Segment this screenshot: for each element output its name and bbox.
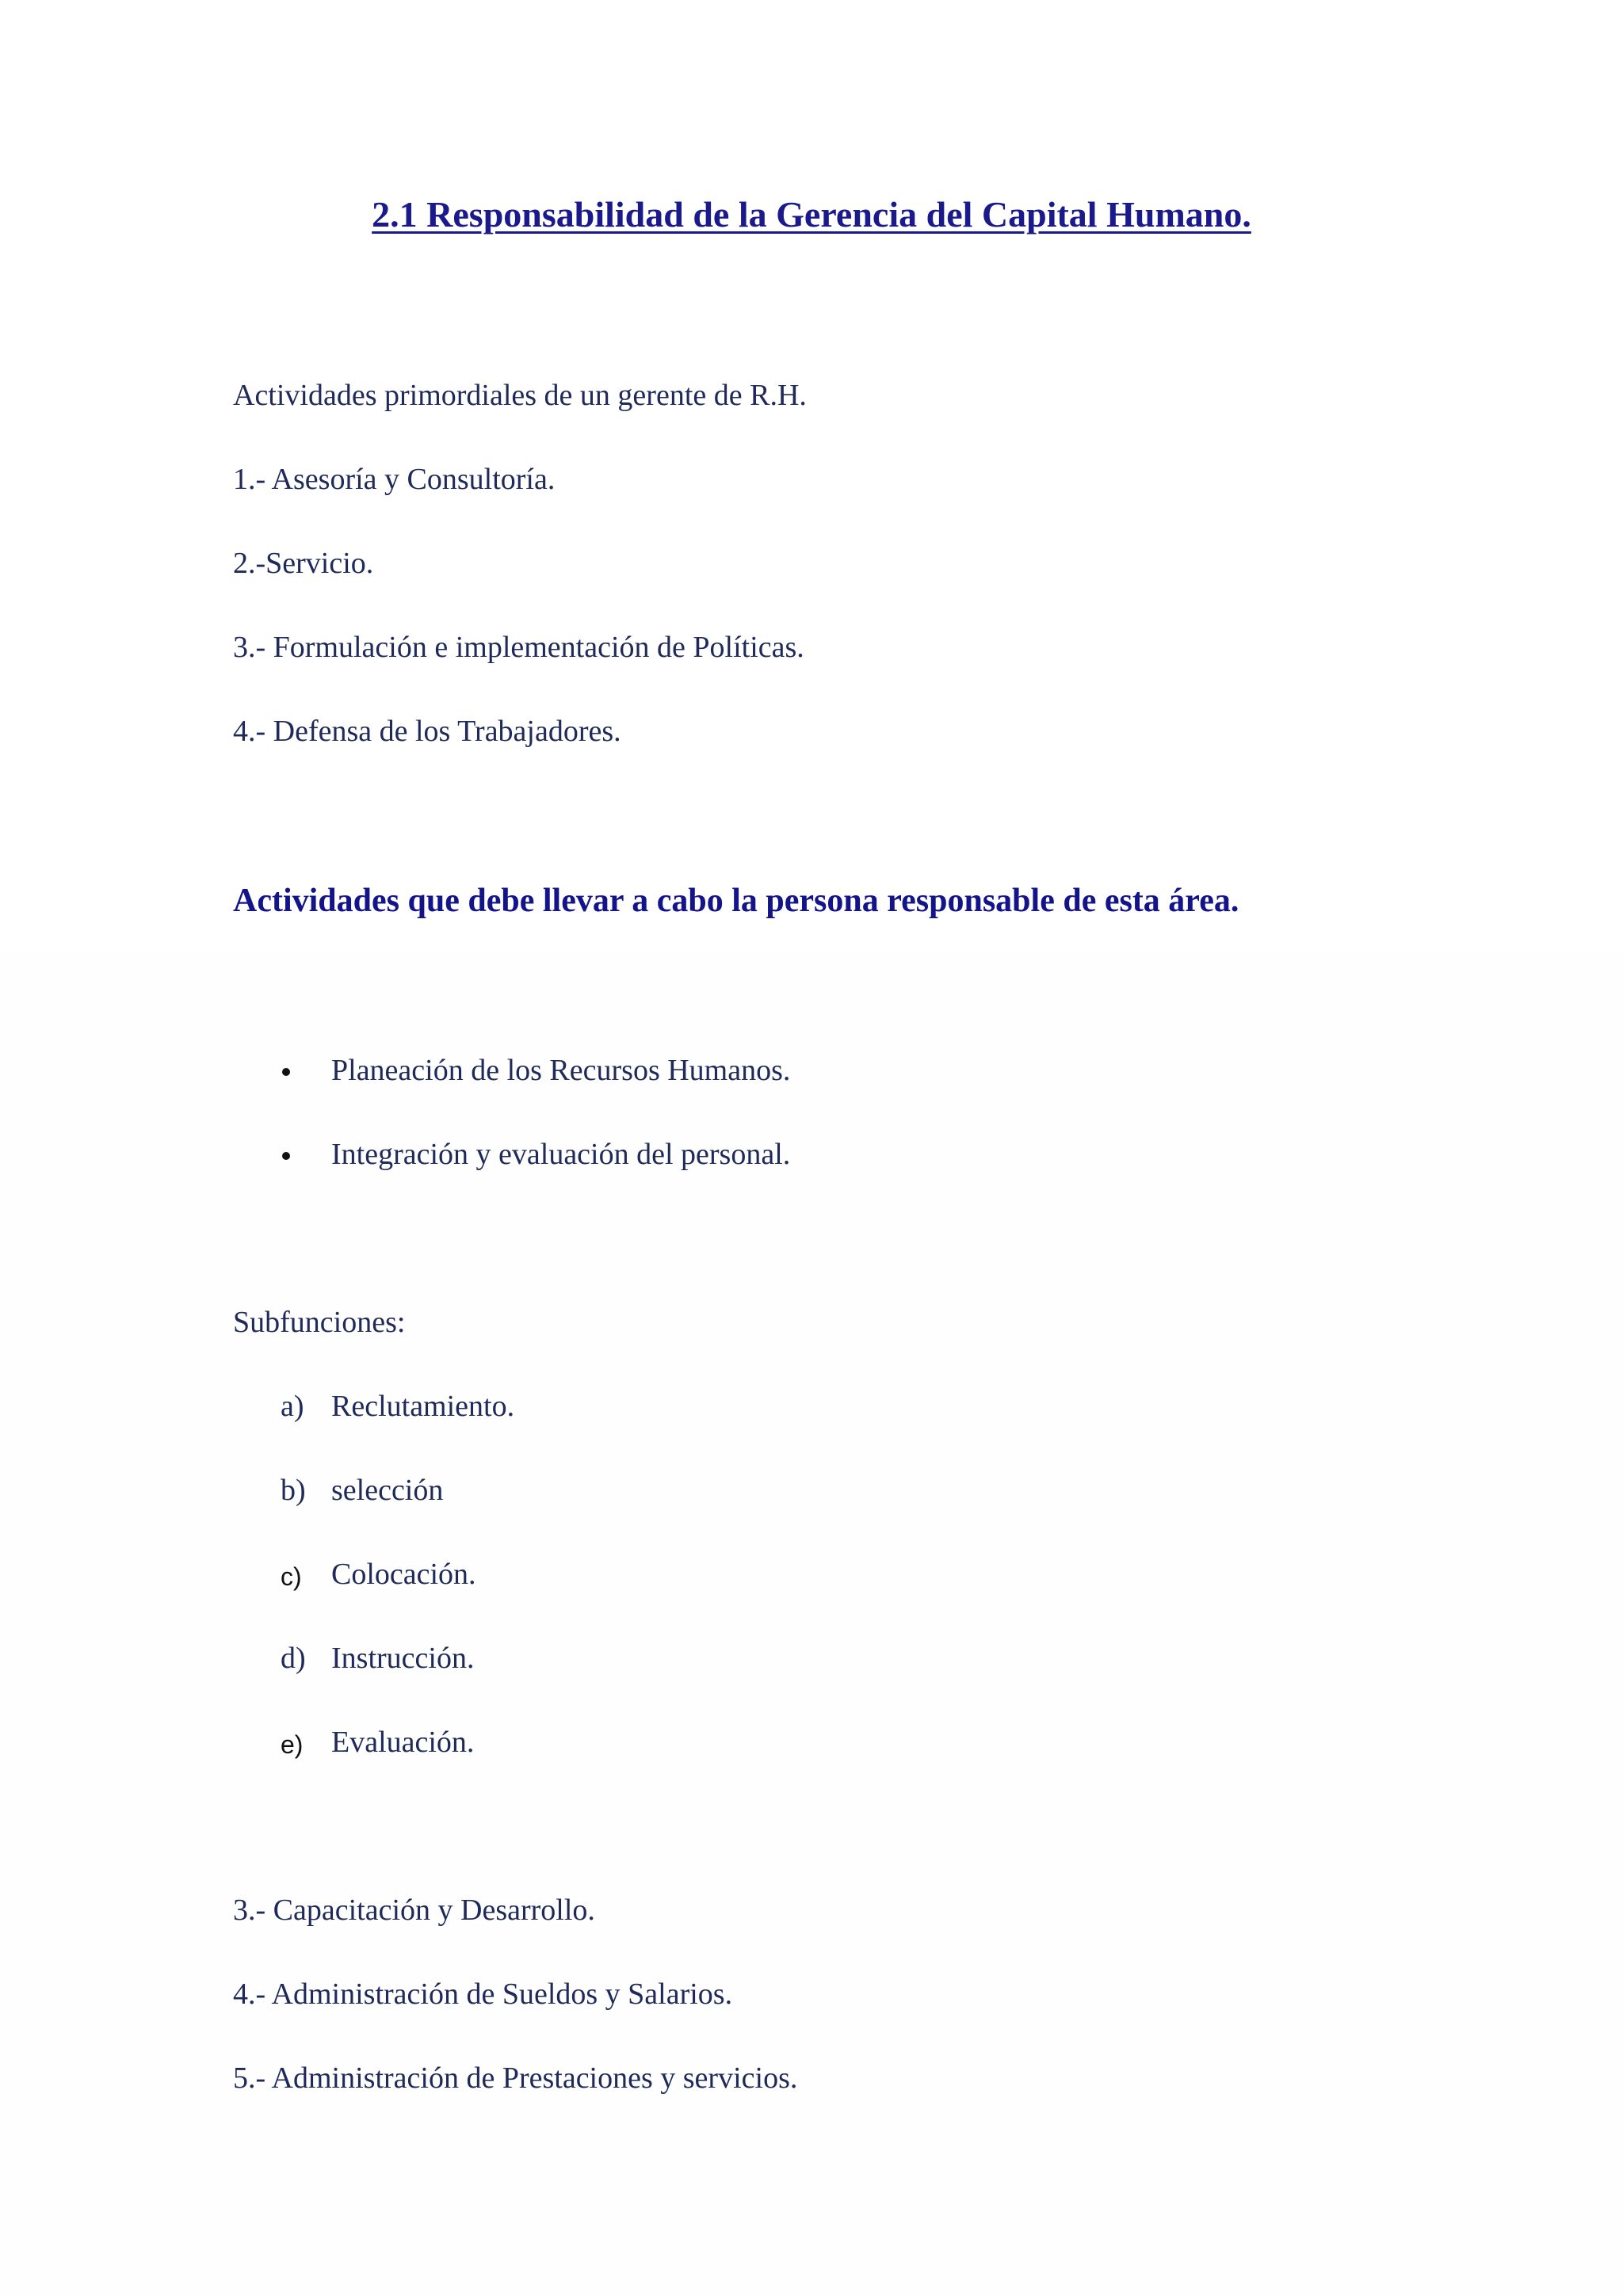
section-subheading: Actividades que debe llevar a cabo la persona responsable de esta área. (233, 883, 1239, 919)
subfunction-text: selección (331, 1474, 444, 1507)
list-marker: a) (281, 1390, 304, 1423)
closing-item: 4.- Administración de Sueldos y Salarios. (233, 1978, 733, 2011)
subfunction-text: Reclutamiento. (331, 1390, 515, 1423)
primary-activity-item: 4.- Defensa de los Trabajadores. (233, 715, 621, 748)
list-marker: c) (281, 1562, 302, 1591)
bullet-text: Planeación de los Recursos Humanos. (331, 1054, 791, 1087)
page-title: 2.1 Responsabilidad de la Gerencia del Capital Humano. (372, 194, 1251, 235)
primary-activity-item: 1.- Asesoría y Consultoría. (233, 463, 556, 496)
subfunctions-label: Subfunciones: (233, 1306, 406, 1339)
primary-activity-item: 3.- Formulación e implementación de Políticas. (233, 631, 804, 664)
bullet-icon (282, 1152, 290, 1160)
list-marker: d) (281, 1642, 306, 1675)
subfunction-text: Evaluación. (331, 1726, 475, 1759)
bullet-icon (282, 1068, 290, 1076)
list-marker: b) (281, 1474, 306, 1507)
subfunction-text: Instrucción. (331, 1642, 475, 1675)
subfunction-text: Colocación. (331, 1558, 476, 1591)
primary-activity-item: 2.-Servicio. (233, 547, 374, 580)
intro-text: Actividades primordiales de un gerente de R.H. (233, 379, 807, 412)
list-marker: e) (281, 1730, 304, 1759)
closing-item: 5.- Administración de Prestaciones y servicios. (233, 2061, 798, 2095)
closing-item: 3.- Capacitación y Desarrollo. (233, 1894, 595, 1927)
bullet-text: Integración y evaluación del personal. (331, 1138, 791, 1171)
